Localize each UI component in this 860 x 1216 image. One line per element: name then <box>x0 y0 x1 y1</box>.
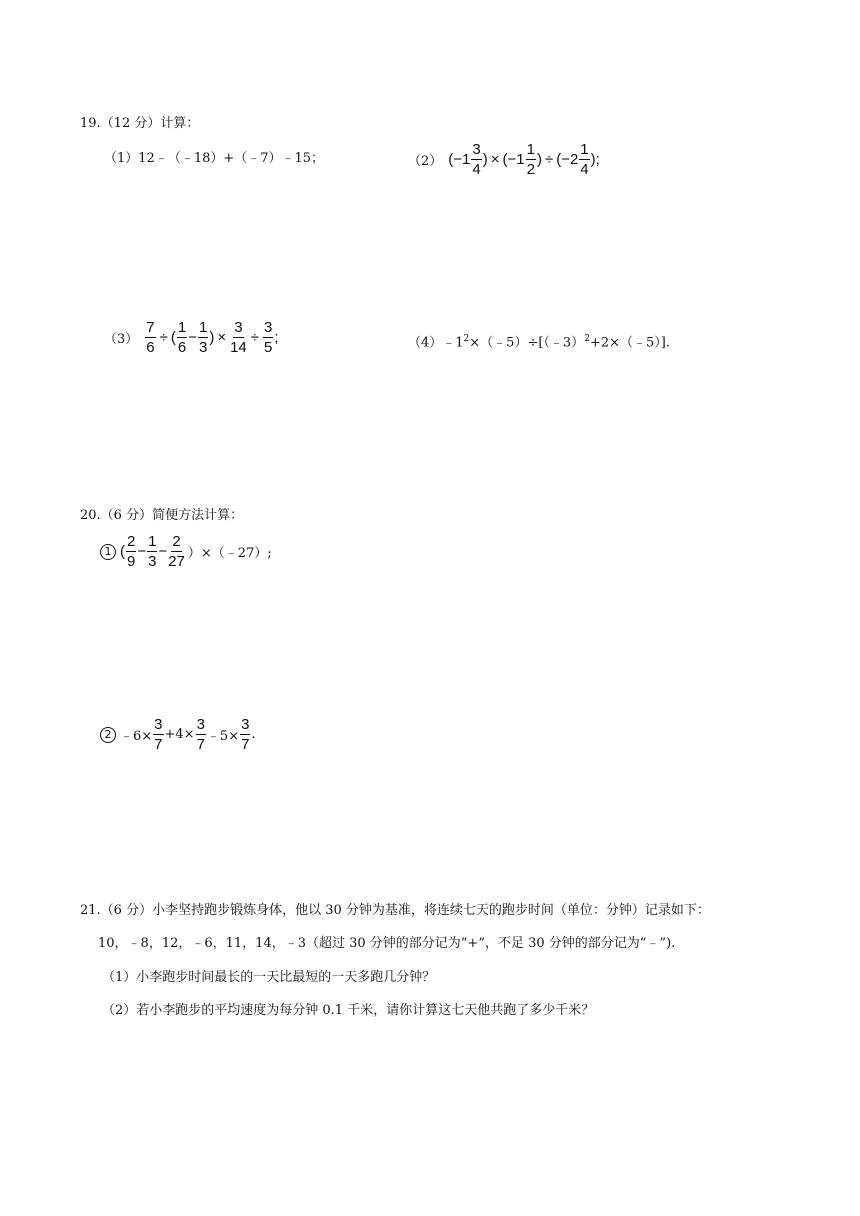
divide-sign: ÷ <box>159 329 168 346</box>
q19-part2-label: （2） <box>408 154 443 169</box>
q20-expr2-start: ﹣6× <box>120 729 153 744</box>
minus-sign: − <box>137 543 147 560</box>
numerator: 3 <box>264 319 273 336</box>
paren-close: ) <box>536 151 542 168</box>
period: . <box>251 727 256 742</box>
fraction <box>198 320 208 355</box>
whole-part: 1 <box>462 151 471 168</box>
q19-part4-start: （4）﹣1 <box>408 335 464 351</box>
denominator: 2 <box>526 161 535 178</box>
fraction <box>230 320 247 355</box>
q19-header: 19.（12 分）计算： <box>80 116 200 131</box>
paren-close: ) <box>209 329 215 346</box>
q21-subq2: （2）若小李跑步的平均速度为每分钟 0.1 千米，请你计算这七天他共跑了多少千米？ <box>102 1003 595 1018</box>
minus-sign: − <box>188 329 197 346</box>
fraction <box>263 320 273 355</box>
q19-part4 <box>408 331 670 351</box>
paren-open: (− <box>502 151 517 168</box>
q20-expr2-mid: +4× <box>164 727 195 742</box>
whole-part: 2 <box>569 151 579 168</box>
mixed-fraction <box>516 142 537 177</box>
denominator: 6 <box>146 339 155 356</box>
numerator: 1 <box>148 533 157 550</box>
denominator: 5 <box>264 339 273 356</box>
q19-part1: （1）12﹣（﹣18）+（﹣7）﹣15； <box>104 151 325 166</box>
fraction <box>196 717 206 752</box>
divide-sign: ÷ <box>544 151 554 168</box>
q21-header: 21.（6 分）小李坚持跑步锻炼身体，他以 30 分钟为基准，将连续七天的跑步时间（单位：分钟）记录如下： <box>80 903 710 918</box>
paren-close: ) <box>482 151 488 168</box>
q19-part3-label: （3） <box>104 332 139 347</box>
semicolon: ; <box>274 329 279 346</box>
q20-expr2-mid: ﹣5× <box>206 729 240 744</box>
fraction <box>126 534 136 569</box>
numerator: 7 <box>146 319 155 336</box>
fraction <box>471 142 481 177</box>
denominator: 7 <box>196 736 205 753</box>
divide-sign: ÷ <box>250 329 259 346</box>
paren-open: (− <box>556 151 570 168</box>
paren-open: ( <box>120 543 125 560</box>
paren-open: (− <box>448 151 463 168</box>
mixed-fraction <box>462 142 483 177</box>
numerator: 1 <box>177 319 187 336</box>
q20-expr2 <box>100 717 256 752</box>
q19-part2 <box>408 142 600 177</box>
q21-data: 10，﹣8，12，﹣6，11，14，﹣3（超过 30 分钟的部分记为“+”，不足 30 分钟的部分记为“﹣”). <box>98 936 676 951</box>
fraction <box>153 717 163 752</box>
circled-number-1: 1 <box>100 544 116 560</box>
fraction <box>147 534 157 569</box>
fraction <box>579 142 589 177</box>
denominator: 6 <box>177 339 187 356</box>
fraction <box>240 717 250 752</box>
numerator: 3 <box>241 716 250 733</box>
circled-number-2: 2 <box>100 727 116 743</box>
q19-part4-mid: ×（﹣5）÷[（﹣3） <box>469 335 585 351</box>
numerator: 3 <box>196 716 205 733</box>
q20-header: 20.（6 分）简便方法计算： <box>80 508 244 523</box>
q21-subq1: （1）小李跑步时间最长的一天比最短的一天多跑几分钟？ <box>102 970 436 985</box>
mixed-fraction <box>570 142 591 177</box>
denominator: 3 <box>148 553 157 570</box>
fraction <box>145 320 155 355</box>
fraction <box>177 320 187 355</box>
denominator: 7 <box>154 736 163 753</box>
denominator: 14 <box>230 339 247 356</box>
times-sign: × <box>490 151 500 168</box>
numerator: 1 <box>198 319 208 336</box>
fraction <box>526 142 536 177</box>
q20-expr1 <box>100 534 272 569</box>
numerator: 3 <box>154 716 163 733</box>
q20-expr1-tail: ）×（﹣27）; <box>187 546 272 561</box>
denominator: 27 <box>168 553 185 570</box>
numerator: 3 <box>472 141 481 158</box>
q19-part4-end: +2×（﹣5）]. <box>589 335 670 351</box>
whole-part: 1 <box>516 151 525 168</box>
exponent: 2 <box>584 334 590 344</box>
q19-part3 <box>104 320 279 355</box>
semicolon: ; <box>595 151 600 168</box>
numerator: 2 <box>127 533 136 550</box>
minus-sign: − <box>158 543 168 560</box>
denominator: 3 <box>198 339 208 356</box>
fraction <box>168 534 185 569</box>
denominator: 4 <box>580 161 589 178</box>
numerator: 3 <box>234 319 243 336</box>
paren-close: ) <box>590 151 596 168</box>
numerator: 1 <box>580 141 589 158</box>
paren-open: ( <box>170 329 176 346</box>
exponent: 2 <box>463 334 470 344</box>
numerator: 2 <box>172 533 181 550</box>
denominator: 4 <box>472 161 481 178</box>
times-sign: × <box>217 329 227 346</box>
denominator: 9 <box>127 553 136 570</box>
denominator: 7 <box>241 736 250 753</box>
numerator: 1 <box>526 141 535 158</box>
